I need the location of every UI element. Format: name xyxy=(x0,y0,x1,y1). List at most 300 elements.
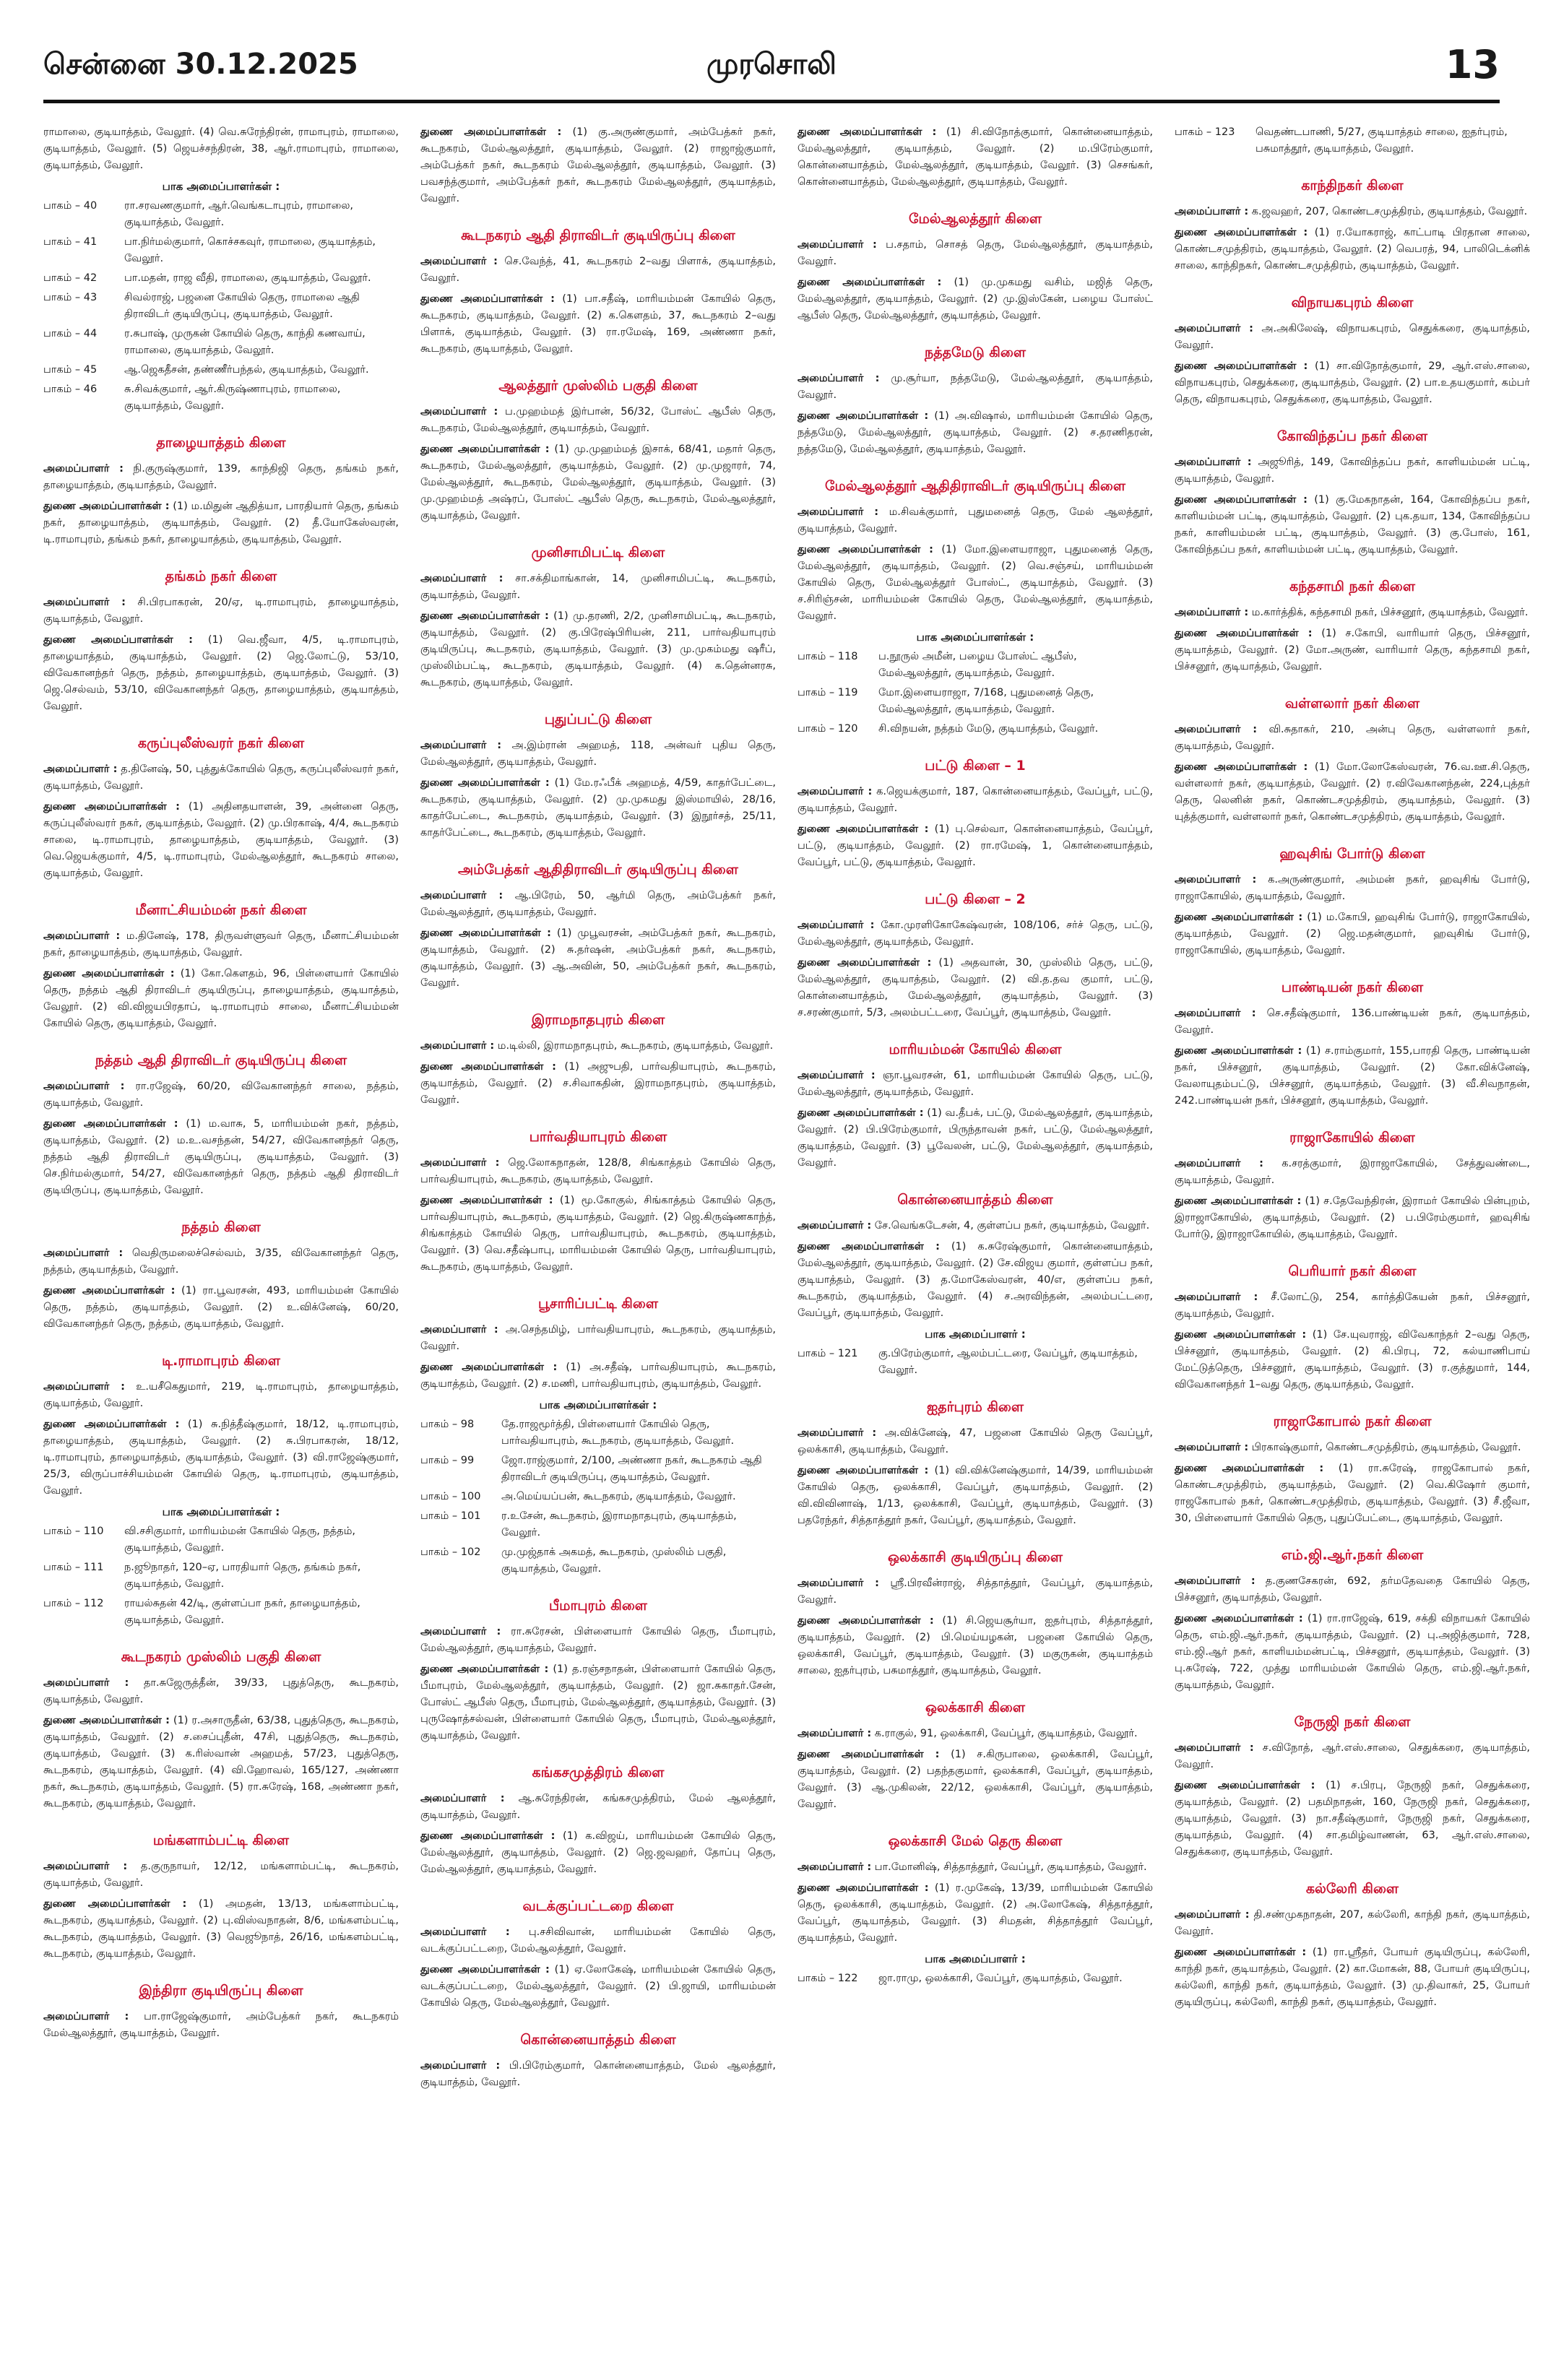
organizer-text: பிரகாஷ்குமார், கொண்டசமுத்திரம், குடியாத்தம், வேலூர். xyxy=(1251,1442,1521,1453)
section-subheading: பாக அமைப்பாளர்கள் : xyxy=(162,180,280,193)
organizer-text: அ.செந்தமிழ், பார்வதியாபுரம், கூடநகரம், குடியாத்தம், வேலூர். xyxy=(420,1324,777,1352)
role-label: அமைப்பாளர் : xyxy=(43,1861,128,1872)
organizer-text: (1) சி.விநோத்குமார், கொன்னையாத்தம், மேல்ஆலத்தூர், குடியாத்தம், வேலூர். (2) ம.பிரேம்குமார், கொன்னையாத்தம், மேல்ஆலத்தூர், குடியாத்தம், வேலூர். (3) செசங்கர், கொன்னையாத்தம், மேல்ஆலத்தூர், குடியாத்தம், வேலூர். xyxy=(798,126,1153,188)
branch-heading: முனிசாமிபட்டி கிளை xyxy=(531,545,665,561)
part-row xyxy=(798,649,1153,682)
organizer-text: ம.டில்லி, இராமநாதபுரம், கூடநகரம், குடியாத்தம், வேலூர். xyxy=(497,1040,774,1052)
branch-heading: ஹவுசிங் போர்டு கிளை xyxy=(1279,846,1425,862)
organizer-text: கோ.முரளிகோகேஷ்வரன், 108/106, சர்ச் தெரு, பட்டு, மேல்ஆலத்தூர், குடியாத்தம், வேலூர். xyxy=(798,919,1154,948)
role-label: துணை அமைப்பாளர்கள் : xyxy=(420,1830,556,1842)
organizer-paragraph xyxy=(43,498,399,548)
section-subheading: பாக அமைப்பாளர் : xyxy=(925,1952,1026,1965)
organizer-paragraph xyxy=(420,1624,776,1657)
organizer-text: (1) ம.கோபி, ஹவுசிங் போர்டு, ராஜாகோயில், குடியாத்தம், வேலூர். (2) ஜெ.மதன்குமார், ஹவுசிங் போர்டு, ராஜாகோயில், குடியாத்தம், வேலூர். xyxy=(1175,912,1530,956)
organizer-text: (1) பு.செல்வா, கொன்னையாத்தம், வேப்பூர், பட்டு, குடியாத்தம், வேலூர். (2) ரா.ரமேஷ், 1, கொன்னையாத்தம், வேப்பூர், பட்டு, குடியாத்தம், வேலூர். xyxy=(798,823,1154,868)
organizer-paragraph xyxy=(798,1880,1153,1947)
role-label: துணை அமைப்பாளர்கள் : xyxy=(798,410,929,422)
organizer-paragraph xyxy=(43,1858,399,1892)
organizer-text: தா.சுஜேருத்தீன், 39/33, புதுத்தெரு, கூடநகரம், குடியாத்தம், வேலூர். xyxy=(43,1677,399,1705)
organizer-text: (1) ம.மிதுன் ஆதித்யா, பாரதியார் தெரு, தங்கம் நகர், தாழையாத்தம், குடியாத்தம், வேலூர். (2) தீ.யோகேஸ்வரன், டி.ராமாபுரம், தங்கம் நகர், தாழையாத்தம், குடியாத்தம், வேலூர். xyxy=(43,501,399,545)
role-label: துணை அமைப்பாளர்கள் : xyxy=(798,1615,934,1627)
role-label: துணை அமைப்பாளர்கள் : xyxy=(43,634,193,646)
role-label: அமைப்பாளர் : xyxy=(1175,724,1258,735)
role-label: அமைப்பாளர் : xyxy=(1175,1742,1254,1754)
role-label: அமைப்பாளர் : xyxy=(43,1247,124,1259)
part-number: பாகம் – 123 xyxy=(1175,126,1235,138)
part-number: பாகம் – 42 xyxy=(43,272,98,284)
part-row xyxy=(798,1346,1153,1379)
organizer-paragraph xyxy=(1175,1740,1530,1773)
organizer-paragraph xyxy=(43,966,399,1032)
organizer-paragraph xyxy=(43,928,399,961)
organizer-text: (1) ரா.ராஜேஷ், 619, சக்தி விநாயகர் கோயில் தெரு, எம்.ஜி.ஆர்.நகர், குடியாத்தம், வேலூர். (2) பு.அஜித்குமார், 728, எம்.ஜி.ஆர் நகர், காளியம்மன்பட்டி, பிச்சனூர், குடியாத்தம், வேலூர். (3) பு.சுரேஷ், 722, முத்து மாரியம்மன் கோயில் தெரு, எம்.ஜி.ஆர்.நகர், குடியாத்தம், வேலூர். xyxy=(1175,1613,1530,1691)
organizer-text: க.ராகுல், 91, ஒலக்காசி, வேப்பூர், குடியாத்தம், வேலூர். xyxy=(874,1728,1138,1739)
organizer-paragraph xyxy=(43,632,399,715)
part-organizer: ப.நூருல் அமீன், பழைய போஸ்ட் ஆபீஸ், மேல்ஆலத்தூர், குடியாத்தம், வேலூர். xyxy=(878,651,1077,679)
branch-heading: மங்களாம்பட்டி கிளை xyxy=(152,1832,290,1848)
branch-heading: பீமாபுரம் கிளை xyxy=(549,1598,647,1614)
organizer-paragraph xyxy=(798,955,1153,1021)
role-label: துணை அமைப்பாளர்கள் : xyxy=(1175,1613,1303,1624)
organizer-paragraph xyxy=(798,1726,1153,1742)
role-label: அமைப்பாளர் : xyxy=(420,1926,510,1938)
role-label: அமைப்பாளர் : xyxy=(43,1381,125,1393)
organizer-text: த.குருநாயர், 12/12, மங்களாம்பட்டி, கூடநகரம், குடியாத்தம், வேலூர். xyxy=(43,1861,399,1889)
part-organizer: பா.நிர்மல்குமார், கொச்சகவுர், ராமாலை, குடியாத்தம், வேலூர். xyxy=(124,236,376,264)
role-label: அமைப்பாளர் : xyxy=(420,2060,501,2072)
role-label: துணை அமைப்பாளர்கள் : xyxy=(420,1195,553,1206)
organizer-text: ம.சிவக்குமார், புதுமனைத் தெரு, மேல் ஆலத்தூர், குடியாத்தம், வேலூர். xyxy=(798,506,1153,535)
organizer-paragraph xyxy=(43,1245,399,1278)
organizer-paragraph xyxy=(1175,1461,1530,1527)
role-label: அமைப்பாளர் : xyxy=(420,740,502,751)
organizer-text: (1) மோ.இளையராஜா, புதுமனைத் தெரு, மேல்ஆலத்தூர், குடியாத்தம், வேலூர். (2) வெ.சஞ்சய், மாரியம்மன் கோயில் தெரு, மேல்ஆலத்தூர் போஸ்ட், குடியாத்தம், வேலூர். (3) ச.சிரிஞ்சன், மாரியம்மன் கோயில் தெரு, மேல்ஆலத்தூர், குடியாத்தம், வேலூர். xyxy=(798,544,1154,622)
part-organizer: ராயல்சுதன் 42/டி, குள்ளப்பா நகர், தாழையாத்தம், குடியாத்தம், வேலூர். xyxy=(124,1598,360,1626)
role-label: அமைப்பாளர் : xyxy=(420,1324,498,1336)
section-subheading: பாக அமைப்பாளர்கள் : xyxy=(162,1505,280,1518)
role-label: அமைப்பாளர் : xyxy=(798,919,875,931)
organizer-text: நி.குருஷ்குமார், 139, காந்திஜி தெரு, தங்கம் நகர், தாழையாத்தம், குடியாத்தம், வேலூர். xyxy=(43,463,399,491)
organizer-paragraph xyxy=(1175,492,1530,558)
part-number: பாகம் – 41 xyxy=(43,236,98,248)
branch-heading: டி.ராமாபுரம் கிளை xyxy=(162,1353,280,1369)
part-row xyxy=(43,1596,399,1629)
part-organizer: சு.சிவக்குமார், ஆர்.கிருஷ்ணாபுரம், ராமாலை, குடியாத்தம், வேலூர். xyxy=(124,384,341,412)
organizer-text: (1) ச.ராம்குமார், 155,பாரதி தெரு, பாண்டியன் நகர், பிச்சனூர், குடியாத்தம், வேலூர். (2) கோ.விக்னேஷ், வேலாயுதம்பட்டு, பிச்சனூர், குடியாத்தம், வேலூர். (3) வீ.சிவநாதன், 242.பாண்டியன் நகர், பிச்சனூர், குடியாத்தம், வேலூர். xyxy=(1175,1045,1531,1107)
branch-heading: மீனாட்சியம்மன் நகர் கிளை xyxy=(135,902,307,918)
organizer-text: (1) ச.பிரபு, நேருஜி நகர், செதுக்கரை, குடியாத்தம், வேலூர். (2) பதமிநாதன், 160, நேருஜி நகர், செதுக்கரை, குடியாத்தம், வேலூர். (3) நா.சதீஷ்குமார், நேருஜி நகர், செதுக்கரை, குடியாத்தம், வேலூர். (4) சா.தமிழ்வாணன், 63, ஆர்.எஸ்.சாலை, செதுக்கரை, குடியாத்தம், வேலூர். xyxy=(1175,1780,1531,1858)
organizer-text: (1) மு.முஹம்மத் இசாக், 68/41, மதார் தெரு, கூடநகரம், மேல்ஆலத்தூர், குடியாத்தம், வேலூர். (2) மு.முஜாரர், 74, மேல்ஆலத்தூர், கூடநகரம், மேல்ஆலத்தூர், குடியாத்தம், வேலூர். (3) மு.முஹம்மத் அஷ்ரப், போஸ்ட் ஆபீஸ் தெரு, கூடநகரம், மேல்ஆலத்தூர், குடியாத்தம், வேலூர். xyxy=(420,443,776,522)
part-organizer: வெதண்டபாணி, 5/27, குடியாத்தம் சாலை, ஐதர்புரம், பசுமாத்தூர், குடியாத்தம், வேலூர். xyxy=(1255,126,1508,155)
role-label: துணை அமைப்பாளர்கள் : xyxy=(798,277,942,288)
branch-heading: எம்.ஜி.ஆர்.நகர் கிளை xyxy=(1281,1547,1424,1563)
role-label: துணை அமைப்பாளர்கள் : xyxy=(798,126,937,138)
column-2 xyxy=(420,124,776,2095)
branch-heading: ராஜாகோயில் கிளை xyxy=(1289,1130,1415,1146)
part-number: பாகம் – 99 xyxy=(420,1455,475,1466)
organizer-paragraph xyxy=(420,254,776,287)
role-label: அமைப்பாளர் : xyxy=(798,373,880,384)
organizer-paragraph xyxy=(798,1575,1153,1609)
branch-heading: ராஜாகோபால் நகர் கிளை xyxy=(1273,1414,1432,1429)
role-label: துணை அமைப்பாளர்கள் : xyxy=(1175,761,1308,773)
organizer-paragraph xyxy=(798,1239,1153,1322)
role-label: துணை அமைப்பாளர்கள் : xyxy=(43,501,170,512)
organizer-paragraph xyxy=(1175,454,1530,488)
organizer-text: பி.பிரேம்குமார், கொன்னையாத்தம், மேல் ஆலத்தூர், குடியாத்தம், வேலூர். xyxy=(420,2060,777,2088)
part-number: பாகம் – 40 xyxy=(43,200,98,212)
organizer-paragraph xyxy=(43,1675,399,1708)
part-organizer: ர.உசேன், கூடநகரம், இராமநாதபுரம், குடியாத்தம், வேலூர். xyxy=(501,1510,737,1539)
organizer-text: பா.ராஜேஷ்குமார், அம்பேத்கர் நகர், கூடநகரம் மேல்ஆலத்தூர், குடியாத்தம், வேலூர். xyxy=(43,2011,399,2039)
role-label: அமைப்பாளர் : xyxy=(798,1220,872,1232)
branch-heading: நத்தம் கிளை xyxy=(181,1219,261,1235)
section-subheading: பாக அமைப்பாளர்கள் : xyxy=(539,1398,657,1411)
role-label: அமைப்பாளர் : xyxy=(798,786,873,797)
organizer-text: சா.சக்திமாங்கான், 14, முனிசாமிபட்டி, கூடநகரம், குடியாத்தம், வேலூர். xyxy=(420,573,777,601)
branch-heading: பூசாரிப்பட்டி கிளை xyxy=(537,1296,659,1312)
branch-heading: இந்திரா குடியிருப்பு கிளை xyxy=(139,1983,303,1999)
role-label: அமைப்பாளர் : xyxy=(43,597,126,608)
organizer-paragraph xyxy=(43,1416,399,1500)
role-label: துணை அமைப்பாளர்கள் : xyxy=(420,443,550,455)
branch-heading: இராமநாதபுரம் கிளை xyxy=(531,1012,665,1028)
role-label: அமைப்பாளர் : xyxy=(1175,874,1257,886)
organizer-paragraph xyxy=(1175,1005,1530,1039)
part-number: பாகம் – 120 xyxy=(798,723,858,735)
role-label: துணை அமைப்பாளர்கள் : xyxy=(1175,1780,1315,1791)
organizer-text: (1) வ.தீபக், பட்டு, மேல்ஆலத்தூர், குடியாத்தம், வேலூர். (2) பி.பிரேம்குமார், பிருந்தாவன் நகர், பட்டு, மேல்ஆலத்தூர், குடியாத்தம், வேலூர். (3) பூவேலன், பட்டு, மேல்ஆலத்தூர், குடியாத்தம், வேலூர். xyxy=(798,1107,1153,1169)
organizer-paragraph xyxy=(420,1155,776,1188)
part-organizer: தே.ராஜமூர்த்தி, பிள்ளையார் கோயில் தெரு, பார்வதியாபுரம், கூடநகரம், குடியாத்தம், வேலூர். xyxy=(501,1419,735,1447)
organizer-text: (1) கு.அருண்குமார், அம்பேத்கர் நகர், கூடநகரம், மேல்ஆலத்தூர், குடியாத்தம், வேலூர். (2) ராஜாஜ்குமார், அம்பேத்கர் நகர், கூடநகரம் மேல்ஆலத்தூர், குடியாத்தம், வேலூர். (3) பவசந்த்குமார், அம்பேத்கர் நகர், கூடநகரம் மேல்ஆலத்தூர், குடியாத்தம், வேலூர். xyxy=(420,126,777,204)
branch-heading: ஒலக்காசி குடியிருப்பு கிளை xyxy=(887,1549,1063,1565)
organizer-text: (1) ரா.பூவரசன், 493, மாரியம்மன் கோயில் தெரு, நத்தம், குடியாத்தம், வேலூர். (2) உ.விக்னேஷ், 60/20, விவேகானந்தர் தெரு, நத்தம், குடியாத்தம், வேலூர். xyxy=(43,1285,399,1330)
role-label: அமைப்பாளர் : xyxy=(798,239,877,251)
role-label: அமைப்பாளர் : xyxy=(1175,1909,1250,1921)
part-number: பாகம் – 110 xyxy=(43,1526,104,1537)
organizer-text: (1) வி.விக்னேஷ்குமார், 14/39, மாரியம்மன் கோயில் தெரு, ஒலக்காசி, வேப்பூர், குடியாத்தம், வேலூர். (2) வி.விவினாஷ், 1/13, ஒலக்காசி, வேப்பூர், குடியாத்தம், வேலூர். (3) பதரேந்தர், சித்தாத்தூர் நகர், வேப்பூர், குடியாத்தம், வேலூர். xyxy=(798,1465,1153,1526)
role-label: துணை அமைப்பாளர்கள் : xyxy=(798,1882,929,1894)
part-number: பாகம் – 43 xyxy=(43,292,98,303)
organizer-text: ஸ்ரீ.பிரவீன்ராஜ், சித்தாத்தூர், வேப்பூர், குடியாத்தம், வேலூர். xyxy=(798,1578,1153,1606)
part-number: பாகம் – 101 xyxy=(420,1510,481,1522)
branch-heading: பட்டு கிளை – 1 xyxy=(925,758,1026,774)
part-number: பாகம் – 46 xyxy=(43,384,98,395)
role-label: அமைப்பாளர் : xyxy=(43,1677,129,1689)
organizer-paragraph xyxy=(1175,1611,1530,1694)
organizer-text: பு.சசிவிவான், மாரியம்மன் கோயில் தெரு, வடக்குப்பட்டறை, மேல்ஆலத்தூர், வேலூர். xyxy=(420,1926,777,1955)
organizer-paragraph xyxy=(1175,1156,1530,1189)
role-label: துணை அமைப்பாளர்கள் : xyxy=(798,544,933,555)
organizer-text: (1) சு.நித்தீஷ்குமார், 18/12, டி.ராமாபுரம், தாழையாத்தம், குடியாத்தம், வேலூர். (2) சு.பிரபாகரன், 18/12, டி.ராமாபுரம், தாழையாத்தம், குடியாத்தம், வேலூர். (3) வி.ராஜேஷ்குமார், 25/3, விருப்பாச்சியம்மன் கோயில் தெரு, டி.ராமாபுரம், குடியாத்தம், வேலூர். xyxy=(43,1419,399,1497)
branch-heading: பட்டு கிளை – 2 xyxy=(925,891,1026,907)
branch-heading: வள்ளலார் நகர் கிளை xyxy=(1284,696,1420,711)
branch-heading: வடக்குப்பட்டறை கிளை xyxy=(522,1898,674,1914)
organizer-text: ஜெ.லோகநாதன், 128/8, சிங்காத்தம் கோயில் தெரு, பார்வதியாபுரம், கூடநகரம், குடியாத்தம், வேலூர். xyxy=(420,1157,776,1185)
part-organizer: வி.சசிகுமார், மாரியம்மன் கோயில் தெரு, நத்தம், குடியாத்தம், வேலூர். xyxy=(124,1526,355,1554)
branch-heading: மேல்ஆலத்தூர் ஆதிதிராவிடர் குடியிருப்பு கிளை xyxy=(824,478,1126,494)
organizer-paragraph xyxy=(420,775,776,841)
role-label: துணை அமைப்பாளர்கள் : xyxy=(1175,628,1313,639)
organizer-text: ச.விநோத், ஆர்.எஸ்.சாலை, செதுக்கரை, குடியாத்தம், வேலூர். xyxy=(1175,1742,1530,1770)
organizer-text: (1) ஏ.லோகேஷ், மாரியம்மன் கோயில் தெரு, வடக்குப்பட்டறை, மேல்ஆலத்தூர், வேலூர். (2) பி.ஜாயி, மாரியம்மன் கோயில் தெரு, மேல்ஆலத்தூர், வேலூர். xyxy=(420,1964,776,2009)
role-label: துணை அமைப்பாளர்கள் : xyxy=(43,801,180,813)
part-row xyxy=(43,381,399,415)
organizer-text: மு.சூர்யா, நத்தமேடு, மேல்ஆலத்தூர், குடியாத்தம், வேலூர். xyxy=(798,373,1153,401)
organizer-text: செ.சதீஷ்குமார், 136.பாண்டியன் நகர், குடியாத்தம், வேலூர். xyxy=(1175,1008,1530,1036)
organizer-text: (1) கோ.கௌதம், 96, பிள்ளையார் கோயில் தெரு, நத்தம் ஆதி திராவிடர் குடியிருப்பு, தாழையாத்தம், குடியாத்தம், வேலூர். (2) வி.விஜயபிரதாப், டி.ராமாபுரம் சாலை, மீனாட்சியம்மன் கோயில் தெரு, குடியாத்தம், வேலூர். xyxy=(43,968,399,1029)
organizer-paragraph xyxy=(798,1218,1153,1234)
organizer-paragraph xyxy=(420,1791,776,1824)
role-label: துணை அமைப்பாளர்கள் : xyxy=(1175,227,1308,238)
part-number: பாகம் – 45 xyxy=(43,364,98,376)
organizer-text: ஆ.பிரேம், 50, ஆர்மி தெரு, அம்பேத்கர் நகர், மேல்ஆலத்தூர், குடியாத்தம், வேலூர். xyxy=(420,890,776,918)
role-label: அமைப்பாளர் : xyxy=(1175,456,1252,468)
part-number: பாகம் – 121 xyxy=(798,1348,858,1359)
part-organizer: ஜோ.ராஜ்குமார், 2/100, அண்ணா நகர், கூடநகரம் ஆதி திராவிடர் குடியிருப்பு, குடியாத்தம், வேலூர். xyxy=(501,1455,762,1483)
role-label: துணை அமைப்பாளர்கள் : xyxy=(1175,1329,1307,1341)
organizer-text: க.ஜவஹர், 207, கொண்டசமுத்திரம், குடியாத்தம், வேலூர். xyxy=(1251,206,1528,217)
role-label: துணை அமைப்பாளர்கள் : xyxy=(43,1285,176,1297)
organizer-paragraph xyxy=(43,1078,399,1112)
organizer-paragraph xyxy=(1175,204,1530,220)
organizer-paragraph xyxy=(43,1379,399,1412)
role-label: துணை அமைப்பாளர்கள் : xyxy=(798,1241,940,1252)
role-label: துணை அமைப்பாளர்கள் : xyxy=(420,126,562,138)
organizer-text: ரா.சுரேசன், பிள்ளையார் கோயில் தெரு, பீமாபுரம், மேல்ஆலத்தூர், குடியாத்தம், வேலூர். xyxy=(420,1626,776,1654)
organizer-paragraph xyxy=(420,737,776,771)
part-row xyxy=(43,198,399,231)
role-label: அமைப்பாளர் : xyxy=(798,506,879,518)
organizer-paragraph xyxy=(43,461,399,494)
organizer-text: செ.வேந்த், 41, கூடநகரம் 2–வது பிளாக், குடியாத்தம், வேலூர். xyxy=(420,256,777,284)
part-organizer: கு.பிரேம்குமார், ஆலம்பட்டரை, வேப்பூர், குடியாத்தம், வேலூர். xyxy=(878,1348,1138,1376)
organizer-paragraph xyxy=(1175,1327,1530,1393)
role-label: துணை அமைப்பாளர்கள் : xyxy=(420,293,555,305)
organizer-paragraph xyxy=(798,1859,1153,1876)
organizer-paragraph xyxy=(798,408,1153,458)
part-organizer: ரா.சரவணகுமார், ஆர்.வெங்கடாபுரம், ராமாலை, குடியாத்தம், வேலூர். xyxy=(124,200,353,228)
part-number: பாகம் – 119 xyxy=(798,687,858,698)
role-label: துணை அமைப்பாளர்கள் : xyxy=(420,1964,550,1976)
organizer-paragraph xyxy=(798,1068,1153,1101)
organizer-paragraph xyxy=(798,917,1153,951)
organizer-text: த.குணசேகரன், 692, தர்மதேவதை கோயில் தெரு, பிச்சனூர், குடியாத்தம், வேலூர். xyxy=(1175,1575,1530,1604)
organizer-paragraph xyxy=(798,1463,1153,1529)
role-label: அமைப்பாளர் : xyxy=(420,890,503,901)
part-row xyxy=(43,1559,399,1593)
organizer-text: (1) ர.யோகராஜ், காட்பாடி பிரதான சாலை, கொண்டசமுத்திரம், குடியாத்தம், வேலூர். (2) வெபரத், 94, பாலிடெக்னிக் சாலை, காந்திநகர், கொண்டசமுத்திரம், குடியாத்தம், வேலூர். xyxy=(1175,227,1530,272)
organizer-text: (1) அதவான், 30, முஸ்லிம் தெரு, பட்டு, மேல்ஆலத்தூர், குடியாத்தம், வேலூர். (2) வி.த.தவ குமார், பட்டு, கொன்னையாத்தம், மேல்ஆலத்தூர், குடியாத்தம், வேலூர். (3) ச.சரண்குமார், 5/3, அலம்பட்டரை, வேப்பூர், குடியாத்தம், வேலூர். xyxy=(798,957,1153,1018)
branch-heading: மேல்ஆலத்தூர் கிளை xyxy=(909,211,1042,227)
organizer-paragraph xyxy=(420,2058,776,2091)
column-3 xyxy=(798,124,1153,1990)
organizer-text: (1) மு.தரணி, 2/2, முனிசாமிபட்டி, கூடநகரம், குடியாத்தம், வேலூர். (2) கு.பிரேஷ்பிரியன், 211, பார்வதியாபுரம் குடியிருப்பு, கூடநகரம், குடியாத்தம், வேலூர். (3) மு.முகம்மது ஷரீப், முஸ்லிம்பட்டி, கூடநகரம், குடியாத்தம், வேலூர். (4) க.தென்னரசு, கூடநகரம், குடியாத்தம், வேலூர். xyxy=(420,610,777,688)
organizer-paragraph xyxy=(1175,909,1530,959)
branch-heading: கொன்னையாத்தம் கிளை xyxy=(520,2032,676,2048)
organizer-text: (1) அ.விஷால், மாரியம்மன் கோயில் தெரு, நத்தமேடு, மேல்ஆலத்தூர், குடியாத்தம், வேலூர். (2) ச.தரணிதரன், நத்தமேடு, மேல்ஆலத்தூர், குடியாத்தம், வேலூர். xyxy=(798,410,1153,455)
organizer-paragraph xyxy=(43,761,399,795)
organizer-text: அ.இம்ரான் அஹமத், 118, அன்வர் புதிய தெரு, மேல்ஆலத்தூர், குடியாத்தம், வேலூர். xyxy=(420,740,777,768)
organizer-text: (1) அமதன், 13/13, மங்களாம்பட்டி, கூடநகரம், குடியாத்தம், வேலூர். (2) பு.விஸ்வநாதன், 8/6, மங்களம்பட்டி, கூடநகரம், குடியாத்தம், வேலூர். (3) வெஜூநாத், 26/16, மங்களம்பட்டி, கூடநகரம், குடியாத்தம், வேலூர். xyxy=(43,1898,399,1960)
part-number: பாகம் – 98 xyxy=(420,1419,475,1430)
organizer-text: (1) ர.முகேஷ், 13/39, மாரியம்மன் கோயில் தெரு, ஒலக்காசி, குடியாத்தம், வேலூர். (2) அ.லோகேஷ், சித்தாத்தூர், வேப்பூர், குடியாத்தம், வேலூர். (3) சிமதன், சித்தாத்தூர் வேப்பூர், குடியாத்தம், வேலூர். xyxy=(798,1882,1153,1944)
organizer-text: (1) ச.தேவேந்திரன், இராமர் கோயில் பின்புறம், இராஜாகோயில், குடியாத்தம், வேலூர். (2) ப.பிரேம்குமார், ஹவுசிங் போர்டு, இராஜாகோயில், குடியாத்தம், வேலூர். xyxy=(1175,1195,1530,1240)
organizer-paragraph xyxy=(1175,759,1530,826)
organizer-paragraph xyxy=(420,291,776,358)
role-label: அமைப்பாளர் : xyxy=(798,1578,879,1589)
organizer-text: (1) சே.யுவராஜ், விவேகாந்தர் 2–வது தெரு, பிச்சனூர், குடியாத்தம், வேலூர். (2) கி.பிரபு, 72, கல்யாணிபாய் மேட்டுத்தெரு, பிச்சனூர், குடியாத்தம், வேலூர். (3) ர.குத்துமார், 144, விவேகானந்தர் 1–வது தெரு, குடியாத்தம், வேலூர். xyxy=(1175,1329,1530,1390)
organizer-paragraph xyxy=(43,1896,399,1963)
organizer-paragraph xyxy=(43,1116,399,1199)
role-label: அமைப்பாளர் : xyxy=(43,930,121,942)
part-organizer: சிவல்ராஜ், பஜனை கோயில் தெரு, ராமாலை ஆதி திராவிடர் குடியிருப்பு, குடியாத்தம், வேலூர். xyxy=(124,292,360,320)
organizer-paragraph xyxy=(798,1613,1153,1679)
part-row xyxy=(798,1970,1153,1987)
organizer-text: (1) அஜுபதி, பார்வதியாபுரம், கூடநகரம், குடியாத்தம், வேலூர். (2) ச.சிவாகதின், இராமநாதபுரம், குடியாத்தம், வேலூர். xyxy=(420,1061,776,1106)
organizer-paragraph xyxy=(420,571,776,604)
organizer-text: (1) க.விஜய், மாரியம்மன் கோயில் தெரு, மேல்ஆலத்தூர், குடியாத்தம், வேலூர். (2) ஜெ.ஜவஹர், தோப்பு தெரு, மேல்ஆலத்தூர், குடியாத்தம், வேலூர். xyxy=(420,1830,776,1875)
role-label: அமைப்பாளர் : xyxy=(1175,1442,1249,1453)
organizer-paragraph xyxy=(420,608,776,691)
branch-heading: கந்தசாமி நகர் கிளை xyxy=(1289,579,1416,594)
organizer-paragraph xyxy=(1175,1573,1530,1606)
organizer-paragraph xyxy=(1175,1440,1530,1456)
role-label: துணை அமைப்பாளர்கள் : xyxy=(420,1362,558,1373)
part-organizer: ந.ஜூநாதர், 120–ஏ, பாரதியார் தெரு, தங்கம் நகர், குடியாத்தம், வேலூர். xyxy=(124,1562,361,1590)
branch-heading: ஐதர்புரம் கிளை xyxy=(926,1399,1024,1415)
part-number: பாகம் – 102 xyxy=(420,1546,481,1558)
branch-heading: ஒலக்காசி கிளை xyxy=(925,1700,1026,1715)
role-label: துணை அமைப்பாளர்கள் : xyxy=(43,1419,180,1430)
role-label: அமைப்பாளர் : xyxy=(1175,206,1249,217)
organizer-paragraph xyxy=(1175,1907,1530,1940)
organizer-paragraph xyxy=(420,1059,776,1109)
organizer-text: (1) ரா.ஸ்ரீதர், போயர் குடியிருப்பு, கல்லேரி, காந்தி நகர், குடியாத்தம், வேலூர். (2) கா.மோகன், 88, போயர் குடியிருப்பு, கல்லேரி, காந்தி நகர், குடியாத்தம், வேலூர். (3) மு.திவாகர், 25, போயர் குடியிருப்பு, கல்லேரி, காந்தி நகர், குடியாத்தம், வேலூர். xyxy=(1175,1947,1530,2008)
organizer-paragraph xyxy=(798,784,1153,817)
branch-heading: கருப்புலீஸ்வரர் நகர் கிளை xyxy=(137,735,305,751)
organizer-paragraph xyxy=(1175,722,1530,755)
part-organizer: மு.முஜ்தாக் அகமத், கூடநகரம், முஸ்லிம் பகுதி, குடியாத்தம், வேலூர். xyxy=(501,1546,727,1575)
role-label: அமைப்பாளர் : xyxy=(798,1861,872,1873)
organizer-text: (1) அதினதயாளன், 39, அன்னை தெரு, கருப்புலீஸ்வரர் நகர், குடியாத்தம், வேலூர். (2) மு.பிரகாஷ், 4/4, கூடநகரம் சாலை, டி.ராமாபுரம், தாழையாத்தம், குடியாத்தம், வேலூர். (3) வெ.ஜெயக்குமார், 4/5, டி.ராமாபுரம், மேல்ஆலத்தூர், கூடநகரம் சாலை, குடியாத்தம், வேலூர். xyxy=(43,801,399,879)
part-row xyxy=(420,1489,776,1505)
role-label: அமைப்பாளர் : xyxy=(420,256,498,267)
role-label: அமைப்பாளர் : xyxy=(1175,1291,1258,1303)
branch-heading: ஒலக்காசி மேல் தெரு கிளை xyxy=(888,1833,1063,1849)
role-label: அமைப்பாளர் : xyxy=(1175,1575,1255,1587)
organizer-text: (1) ரா.சுரேஷ், ராஜகோபால் நகர், கொண்டசமுத்திரம், குடியாத்தம், வேலூர். (2) வெ.கிஷோர் குமார், ராஜகோபால் நகர், கொண்டசமுத்திரம், குடியாத்தம், வேலூர். (3) சீ.ஜீவா, 30, பிள்ளையார் கோயில் தெரு, புதுப்பேட்டை, குடியாத்தம், வேலூர். xyxy=(1175,1463,1531,1524)
part-row xyxy=(798,685,1153,718)
organizer-text: (1) ச.கிருபாலை, ஒலக்காசி, வேப்பூர், குடியாத்தம், வேலூர். (2) பதந்தகுமார், ஒலக்காசி, வேப்பூர், குடியாத்தம், வேலூர். (3) ஆ.முகிலன், 22/12, ஒலக்காசி, வேப்பூர், குடியாத்தம், வேலூர். xyxy=(798,1749,1154,1810)
role-label: துணை அமைப்பாளர்கள் : xyxy=(43,1898,187,1910)
role-label: அமைப்பாளர் : xyxy=(43,2011,129,2022)
organizer-text: ம.கார்த்திக், கந்தசாமி நகர், பிச்சனூர், குடியாத்தம், வேலூர். xyxy=(1251,607,1529,618)
role-label: அமைப்பாளர் : xyxy=(1175,1158,1263,1169)
organizer-text: (1) மோ.லோகேஸ்வரன், 76.வ.ஊ.சி.தெரு, வள்ளலார் நகர், குடியாத்தம், வேலூர். (2) ர.விவேகானந்தன், 224,புத்தர் தெரு, லெனின் நகர், கொண்டசமுத்திரம், குடியாத்தம், வேலூர். (3) யுத்த்குமார், வள்ளலார் நகர், கொண்டசமுத்திரம், குடியாத்தம், வேலூர். xyxy=(1175,761,1530,823)
organizer-text: ஆ.சுரேந்திரன், கங்கசமுத்திரம், மேல் ஆலத்தூர், குடியாத்தம், வேலூர். xyxy=(420,1793,776,1821)
role-label: துணை அமைப்பாளர்கள் : xyxy=(43,1118,178,1130)
organizer-text: (1) அ.சதீஷ், பார்வதியாபுரம், கூடநகரம், குடியாத்தம், வேலூர். (2) ச.மணி, பார்வதியாபுரம், குடியாத்தம், வேலூர். xyxy=(420,1362,776,1390)
organizer-text: ராமாலை, குடியாத்தம், வேலூர். (4) வெ.சுரேந்திரன், ராமாபுரம், ராமாலை, குடியாத்தம், வேலூர். (5) ஜெயச்சந்திரன், 38, ஆர்.ராமாபுரம், ராமாலை, குடியாத்தம், வேலூர். xyxy=(43,126,399,171)
part-number: பாகம் – 100 xyxy=(420,1491,481,1502)
role-label: துணை அமைப்பாளர்கள் : xyxy=(1175,912,1303,923)
organizer-paragraph xyxy=(1175,605,1530,621)
organizer-text: (1) முபூவரசன், அம்பேத்கர் நகர், கூடநகரம், குடியாத்தம், வேலூர். (2) சு.தர்ஷன், அம்பேத்கர் நகர், கூடநகரம், குடியாத்தம், வேலூர். (3) ஆ.அவின், 50, அம்பேத்கர் நகர், கூடநகரம், வேலூர். xyxy=(420,927,776,989)
organizer-text: (1) கு.மேகநாதன், 164, கோவிந்தப்ப நகர், காளியம்மன் பட்டி, குடியாத்தம், வேலூர். (2) புக.தயா, 134, கோவிந்தப்ப நகர், காளியம்மன் பட்டி, குடியாத்தம், வேலூர். (3) கு.போஸ், 161, கோவிந்தப்ப நகர், காளியம்மன் பட்டி, குடியாத்தம், வேலூர். xyxy=(1175,494,1530,555)
organizer-paragraph xyxy=(420,1322,776,1355)
organizer-paragraph xyxy=(1175,626,1530,675)
organizer-paragraph xyxy=(798,274,1153,324)
role-label: துணை அமைப்பாளர்கள் : xyxy=(43,968,175,979)
part-row xyxy=(43,1523,399,1557)
organizer-text: உ.யசீகெதுமார், 219, டி.ராமாபுரம், தாழையாத்தம், குடியாத்தம், வேலூர். xyxy=(43,1381,399,1409)
organizer-text: ஞா.பூவரசன், 61, மாரியம்மன் கோயில் தெரு, பட்டு, மேல்ஆலத்தூர், குடியாத்தம், வேலூர். xyxy=(798,1070,1154,1098)
page-header xyxy=(0,0,1543,108)
organizer-paragraph xyxy=(798,237,1153,270)
part-number: பாகம் – 44 xyxy=(43,328,98,339)
role-label: அமைப்பாளர் : xyxy=(1175,1008,1256,1019)
organizer-paragraph xyxy=(420,1828,776,1878)
organizer-text: (1) வெ.ஜீவா, 4/5, டி.ராமாபுரம், தாழையாத்தம், குடியாத்தம், வேலூர். (2) ஜெ.லோட்டு, 53/10, விவேகானந்தர் தெரு, நத்தம், தாழையாத்தம், குடியாத்தம், வேலூர். (3) ஜெ.செல்வம், 53/10, விவேகானந்தர் தெரு, தாழையாத்தம், குடியாத்தம், வேலூர். xyxy=(43,634,399,712)
branch-heading: காந்திநகர் கிளை xyxy=(1301,178,1404,194)
organizer-paragraph xyxy=(420,1661,776,1744)
role-label: அமைப்பாளர் : xyxy=(420,1040,495,1052)
organizer-paragraph xyxy=(420,925,776,992)
branch-heading: நேருஜி நகர் கிளை xyxy=(1294,1714,1411,1730)
part-organizer: அ.மெய்யப்பன், கூடநகரம், குடியாத்தம், வேலூர். xyxy=(501,1491,736,1502)
edition-date: சென்னை 30.12.2025 xyxy=(43,48,358,81)
part-organizer: ஆ.ஜெகதீசன், தண்ணீர்பந்தல், குடியாத்தம், வேலூர். xyxy=(124,364,369,376)
role-label: துணை அமைப்பாளர்கள் : xyxy=(798,1465,929,1476)
role-label: துணை அமைப்பாளர்கள் : xyxy=(420,1061,556,1073)
section-subheading: பாக அமைப்பாளர் : xyxy=(925,1328,1026,1341)
organizer-paragraph xyxy=(1175,225,1530,274)
branch-heading: கூடநகரம் முஸ்லிம் பகுதி கிளை xyxy=(121,1649,321,1665)
branch-heading: நத்தம் ஆதி திராவிடர் குடியிருப்பு கிளை xyxy=(95,1052,347,1068)
part-number: பாகம் – 122 xyxy=(798,1973,858,1984)
organizer-text: வி.சுதாகர், 210, அன்பு தெரு, வள்ளலார் நகர், குடியாத்தம், வேலூர். xyxy=(1175,724,1530,752)
role-label: துணை அமைப்பாளர்கள் : xyxy=(1175,1195,1302,1207)
branch-heading: பெரியார் நகர் கிளை xyxy=(1288,1263,1417,1279)
organizer-text: ப.சதாம், சொசத் தெரு, மேல்ஆலத்தூர், குடியாத்தம், வேலூர். xyxy=(798,239,1153,267)
organizer-paragraph xyxy=(1175,1944,1530,2011)
branch-heading: அம்பேத்கர் ஆதிதிராவிடர் குடியிருப்பு கிளை xyxy=(458,862,738,878)
organizer-paragraph xyxy=(420,404,776,437)
organizer-paragraph xyxy=(798,821,1153,871)
role-label: துணை அமைப்பாளர்கள் : xyxy=(798,1107,924,1119)
part-number: பாகம் – 112 xyxy=(43,1598,104,1609)
organizer-text: சே.வெங்கடேசன், 4, குள்ளப்ப நகர், குடியாத்தம், வேலூர். xyxy=(874,1220,1150,1232)
role-label: அமைப்பாளர் : xyxy=(798,1070,876,1081)
organizer-text: (1) ர.அசாருதீன், 63/38, புதுத்தெரு, கூடநகரம், குடியாத்தம், வேலூர். (2) ச.சைப்புதீன், 47சி, புதுத்தெரு, கூடநகரம், குடியாத்தம், வேலூர். (3) க.ரிஸ்வான் அஹமத், 57/23, புதுத்தெரு, கூடநகரம், குடியாத்தம், வேலூர். (4) வி.ஹோவல், 165/127, அண்ணா நகர், கூடநகரம், குடியாத்தம், வேலூர். (5) ரா.சுரேஷ், 168, அண்ணா நகர், கூடநகரம், குடியாத்தம், வேலூர். xyxy=(43,1715,399,1809)
organizer-paragraph xyxy=(420,1038,776,1055)
role-label: துணை அமைப்பாளர்கள் : xyxy=(1175,1947,1307,1958)
branch-heading: விநாயகபுரம் கிளை xyxy=(1291,295,1414,311)
role-label: அமைப்பாளர் : xyxy=(420,1626,501,1637)
branch-heading: தாழையாத்தம் கிளை xyxy=(156,435,286,451)
organizer-paragraph xyxy=(43,1283,399,1333)
part-row xyxy=(43,270,399,287)
section-subheading: பாக அமைப்பாளர்கள் : xyxy=(916,631,1034,644)
part-row xyxy=(798,721,1153,737)
organizer-text: ப.முஹம்மத் இர்பான், 56/32, போஸ்ட் ஆபீஸ் தெரு, கூடநகரம், மேல்ஆலத்தூர், குடியாத்தம், வேலூர். xyxy=(420,406,777,434)
page-number: 13 xyxy=(1445,42,1500,87)
role-label: அமைப்பாளர் : xyxy=(43,1081,125,1092)
branch-heading: ஆலத்தூர் முஸ்லிம் பகுதி கிளை xyxy=(498,378,698,394)
branch-heading: கொன்னையாத்தம் கிளை xyxy=(897,1192,1053,1208)
